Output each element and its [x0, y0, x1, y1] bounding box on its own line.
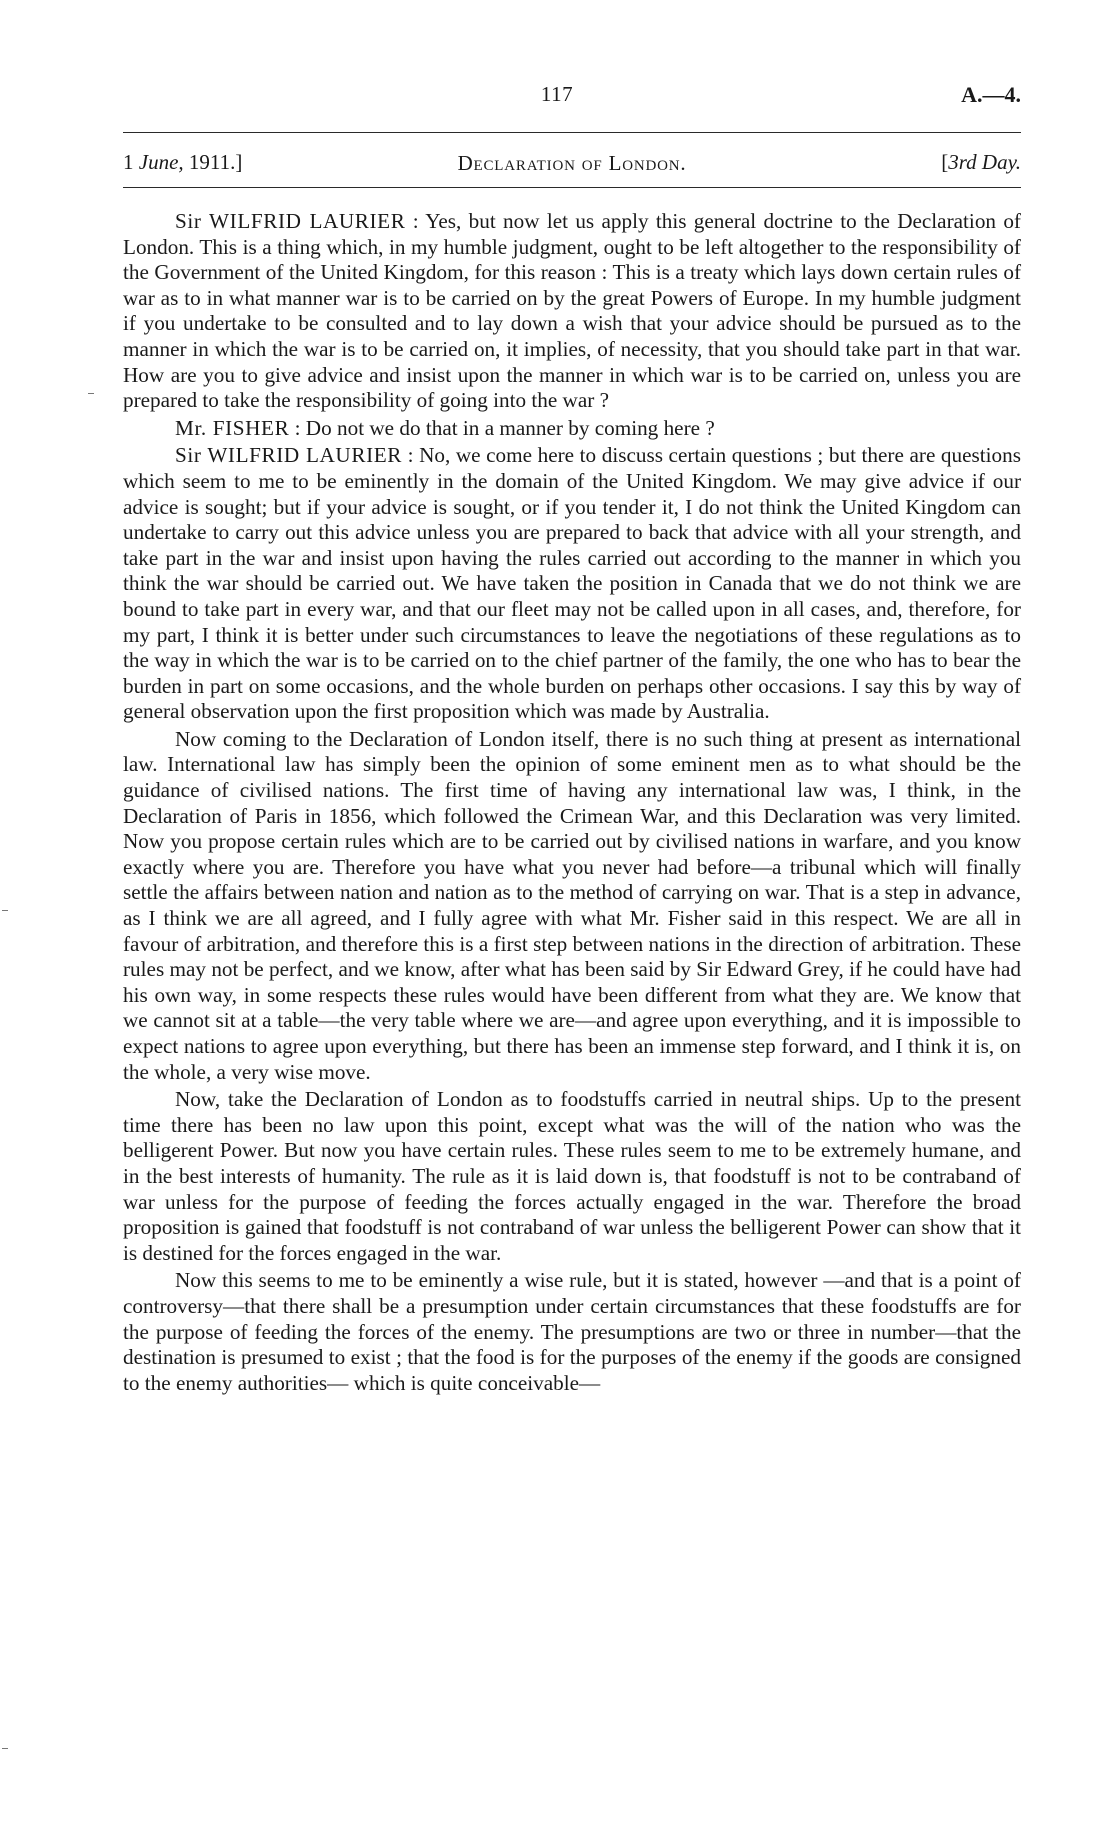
paragraph-text: Now this seems to me to be eminently a wise rule, but it is stated, however —and that is a point of controversy—that there shall be a presumption under certain circumstances that these foodstuffs are for the purpose of feeding the forces of the enemy. The presumptions are two or three in number—that the destination is presumed to exist ; that the food is for the purposes of the enemy if the goods are consigned to the enemy authorities— which is quite conceivable—: [123, 1268, 1021, 1395]
paragraph-text: Now coming to the Declaration of London itself, there is no such thing at present as international law. International law has simply been the opinion of some eminent men as to what should be the guidance of civilised nations. The first time of having any international law was, I think, in the Declaration of Paris in 1856, which followed the Crimean War, and this Declaration was very limited. Now you propose certain rules which are to be carried out by civilised nations in warfare, and you know exactly where you are. Therefore you have what you never had before—a tribunal which will finally settle the affairs between nation and nation as to the method of carrying on war. That is a step in advance, as I think we are all agreed, and I fully agree with what Mr. Fisher said in this respect. We are all in favour of arbitration, and therefore this is a first step between nations in the direction of arbitration. These rules may not be perfect, and we know, after what has been said by Sir Edward Grey, if he could have had his own way, in some respects these rules would have been different from what they are. We know that we cannot sit at a table—the very table where we are—and agree upon everything, and it is impossible to expect nations to agree upon everything, but there has been an immense step forward, and I think it is, on the whole, a very wise move.: [123, 726, 1021, 1084]
paragraph-text: Now, take the Declaration of London as to foodstuffs carried in neutral ships. Up to the present time there has been no law upon this point, except what was the will of the nation who was the belligerent Power. But now you have certain rules. These rules seem to me to be extremely humane, and in the best interests of humanity. The rule as it is laid down is, that foodstuff is not to be contraband of war unless for the purpose of feeding the forces actually engaged in the war. Therefore the broad proposition is gained that foodstuff is not contraband of war unless the belligerent Power can show that it is destined for the forces engaged in the war.: [123, 1087, 1021, 1265]
paragraph-text: : Yes, but now let us apply this general doctrine to the Declaration of London. This is a thing which, in my humble judgment, ought to be left altogether to the responsibility of the Government of the United Kingdom, for this reason : This is a treaty which lays down certain rules of war as to in what manner war is to be carried on by the great Powers of Europe. In my humble judgment if you undertake to be consulted and to lay down a wish that your advice should be pursued as to the manner in which the war is to be carried on, it implies, of necessity, that you should take part in that war. How are you to give advice and insist upon the manner in which war is to be carried on, unless you are prepared to take the responsibility of going into the war ?: [123, 209, 1021, 413]
speaker-name: Mr. FISHER: [175, 415, 290, 440]
speaker-name: Sir WILFRID LAURIER: [175, 209, 406, 233]
paragraph-fisher: [123, 416, 1021, 442]
running-head-day: [3rd Day.: [941, 150, 1021, 174]
running-head-month: June,: [138, 150, 184, 174]
speaker-name: Sir WILFRID LAURIER: [175, 443, 402, 468]
header-rule-bottom: [123, 187, 1021, 188]
paragraph-presumption: [123, 1268, 1021, 1396]
paragraph-laurier-1: [123, 209, 1021, 414]
running-head-title: Declaration of London.: [457, 151, 687, 175]
paragraph-foodstuffs: [123, 1087, 1021, 1266]
paragraph-laurier-2: [123, 443, 1021, 725]
header-rule-top: [123, 132, 1021, 133]
margin-mark: [88, 393, 94, 394]
running-head: [123, 150, 1021, 180]
page-number: 117: [540, 82, 574, 106]
margin-mark: [2, 1748, 8, 1749]
margin-mark: [2, 910, 8, 911]
body-text: [123, 209, 1021, 1398]
paragraph-text: : Do not we do that in a manner by coming here ?: [289, 415, 715, 440]
document-reference: A.—4.: [961, 82, 1021, 107]
running-head-date: 1 June, 1911.]: [123, 150, 243, 174]
paragraph-text: : No, we come here to discuss certain questions ; but there are questions which seem to me to be eminently in the domain of the United Kingdom. We may give advice if our advice is sought; but if your advice is sought, or if you tender it, I do not think the United Kingdom can undertake to carry out this advice unless you are prepared to back that advice with all your strength, and take part in the war and insist upon having the rules carried out according to the manner in which you think the war should be carried out. We have taken the position in Canada that we do not think we are bound to take part in every war, and that our fleet may not be called upon in all cases, and, therefore, for my part, I think it is better under such circumstances to leave the negotiations of these regulations as to the way in which the war is to be carried on to the chief partner of the family, the one who has to bear the burden in part on some occasions, and the whole burden on perhaps other occasions. I say this by way of general observation upon the first proposition which was made by Australia.: [123, 443, 1021, 724]
paragraph-international-law: [123, 727, 1021, 1085]
